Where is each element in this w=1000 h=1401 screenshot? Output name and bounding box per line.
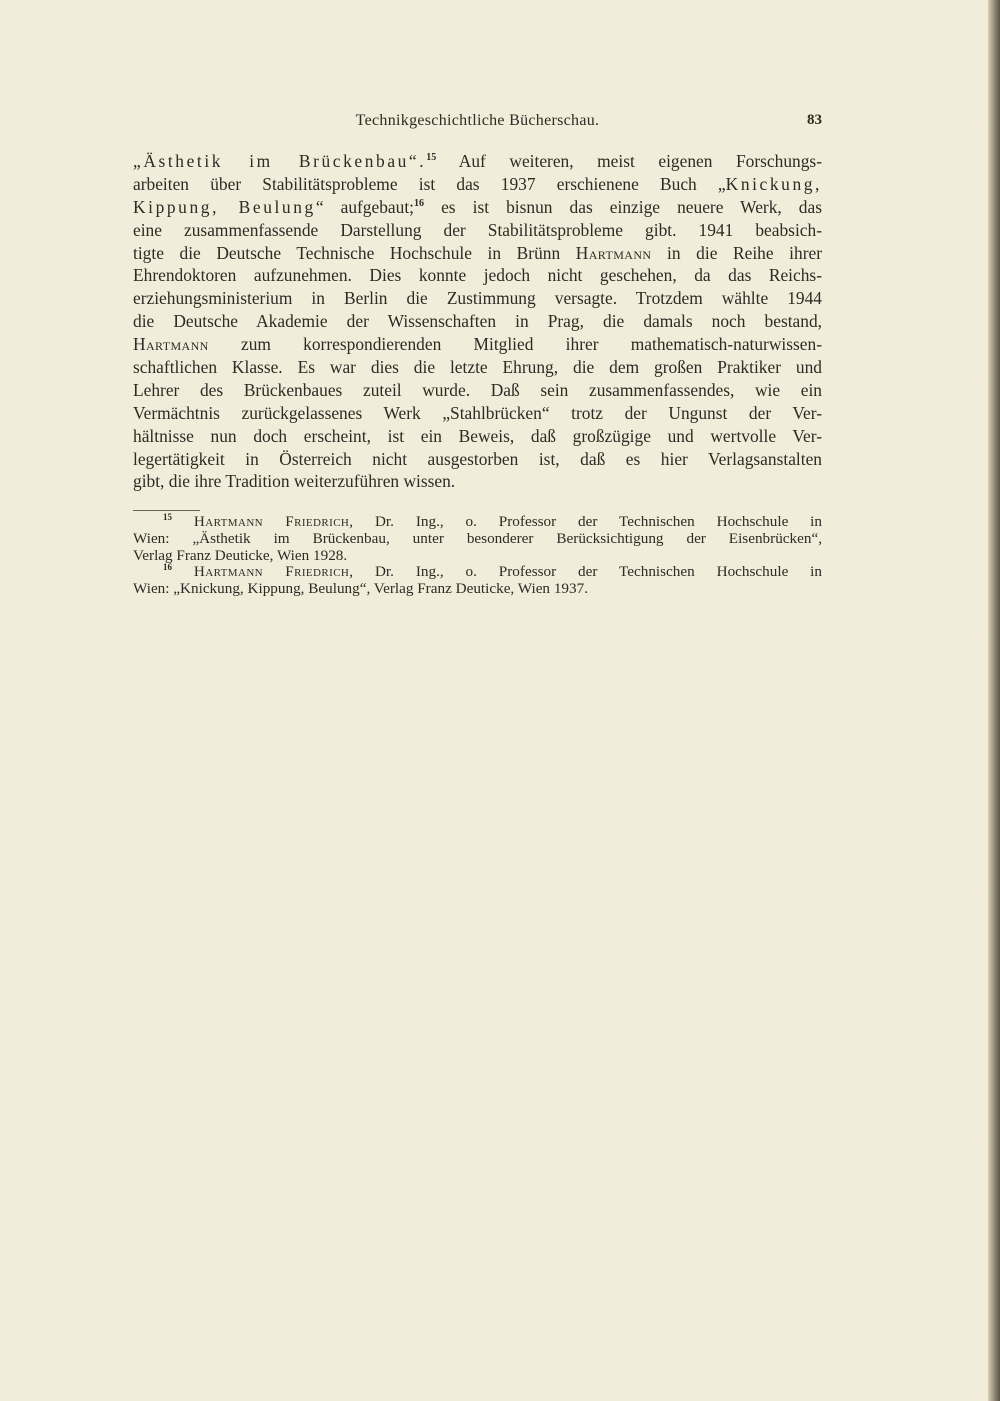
text-run: Kippung, Beulung [133, 196, 316, 217]
footnotes [133, 514, 822, 598]
page-header [133, 112, 822, 134]
text-line [133, 219, 822, 242]
text-run: in die Reihe ihrer [651, 242, 822, 263]
text-run: die Deutsche Akademie der Wissenschaften in Prag, die damals noch bestand, [133, 311, 822, 332]
text-line [133, 242, 822, 265]
footnote-ref: 15 [163, 512, 172, 522]
text-run: Ehrendoktoren aufzunehmen. Dies konnte jedoch nicht geschehen, da das Reichs- [133, 265, 822, 286]
text-run [172, 563, 194, 580]
text-line [133, 287, 822, 310]
text-run: Vermächtnis zurückgelassenes Werk „Stahlbrücken“ trotz der Ungunst der Ver- [133, 402, 822, 423]
name-smallcaps: Hartmann [575, 242, 652, 263]
text-run: , Dr. Ing., o. Professor der Technischen Hochschule in [349, 563, 822, 581]
text-run: gibt, die ihre Tradition weiterzuführen wissen. [133, 471, 456, 492]
text-line [133, 448, 822, 471]
text-run: “ aufgebaut; [315, 196, 414, 217]
text-line [133, 196, 822, 219]
text-run: Wien: „Knickung, Kippung, Beulung“, Verlag Franz Deuticke, Wien 1937. [133, 580, 588, 598]
footnote-ref: 15 [426, 152, 437, 163]
text-run: legertätigkeit in Österreich nicht ausgestorben ist, daß es hier Verlagsanstalten [133, 448, 822, 469]
text-run: schaftlichen Klasse. Es war dies die letzte Ehrung, die dem großen Praktiker und [133, 357, 822, 378]
name-smallcaps: Hartmann Friedrich [193, 563, 350, 581]
footnote-line [133, 514, 822, 531]
text-run: es ist bisnun das einzige neuere Werk, das [424, 196, 822, 217]
text-run: tigte die Deutsche Technische Hochschule in Brünn [133, 242, 576, 263]
footnote-line [133, 548, 822, 565]
text-line [133, 173, 822, 196]
name-smallcaps: Hartmann Friedrich [193, 513, 350, 530]
text-run: Auf weiteren, meist eigenen Forschungs- [436, 151, 822, 171]
text-line [133, 356, 822, 379]
text-run: arbeiten über Stabilitätsprobleme ist das 1937 erschienene Buch „ [133, 173, 726, 194]
footnote-ref: 16 [163, 562, 172, 573]
text-line [133, 470, 822, 493]
text-run: , Dr. Ing., o. Professor der Technischen Hochschule in [349, 513, 822, 530]
body-text [133, 150, 822, 493]
text-line [133, 379, 822, 402]
text-line [133, 150, 822, 173]
text-line [133, 310, 822, 333]
page-number: 83 [807, 112, 822, 128]
text-run: eine zusammenfassende Darstellung der Stabilitätsprobleme gibt. 1941 beabsich- [133, 219, 822, 240]
name-smallcaps: Hartmann [133, 334, 209, 355]
text-run: Wien: „Ästhetik im Brückenbau, unter besonderer Berücksichtigung der Eisenbrücken“, [133, 529, 822, 547]
text-line [133, 402, 822, 425]
running-title: Technikgeschichtliche Bücherschau. [355, 112, 600, 129]
text-run: Verlag Franz Deuticke, Wien 1928. [133, 546, 348, 564]
footnote-rule [133, 510, 200, 511]
footnote-line [133, 564, 822, 581]
footnote-ref: 16 [414, 197, 424, 209]
text-run [172, 513, 194, 530]
page-edge-shadow [988, 0, 1000, 1401]
text-line [133, 264, 822, 287]
text-line [133, 425, 822, 448]
footnote-line [133, 531, 822, 548]
text-run: „Ästhetik im Brückenbau“. [133, 151, 427, 171]
text-run: zum korrespondierenden Mitglied ihrer mathematisch-naturwissen- [208, 334, 822, 355]
text-run: Knickung, [725, 173, 822, 194]
text-line [133, 333, 822, 356]
text-run: hältnisse nun doch erscheint, ist ein Beweis, daß großzügige und wertvolle Ver- [133, 425, 822, 446]
footnote-line [133, 581, 822, 598]
text-run: erziehungsministerium in Berlin die Zustimmung versagte. Trotzdem wählte 1944 [133, 288, 822, 309]
text-run: Lehrer des Brückenbaues zuteil wurde. Daß sein zusammenfassendes, wie ein [133, 379, 822, 400]
